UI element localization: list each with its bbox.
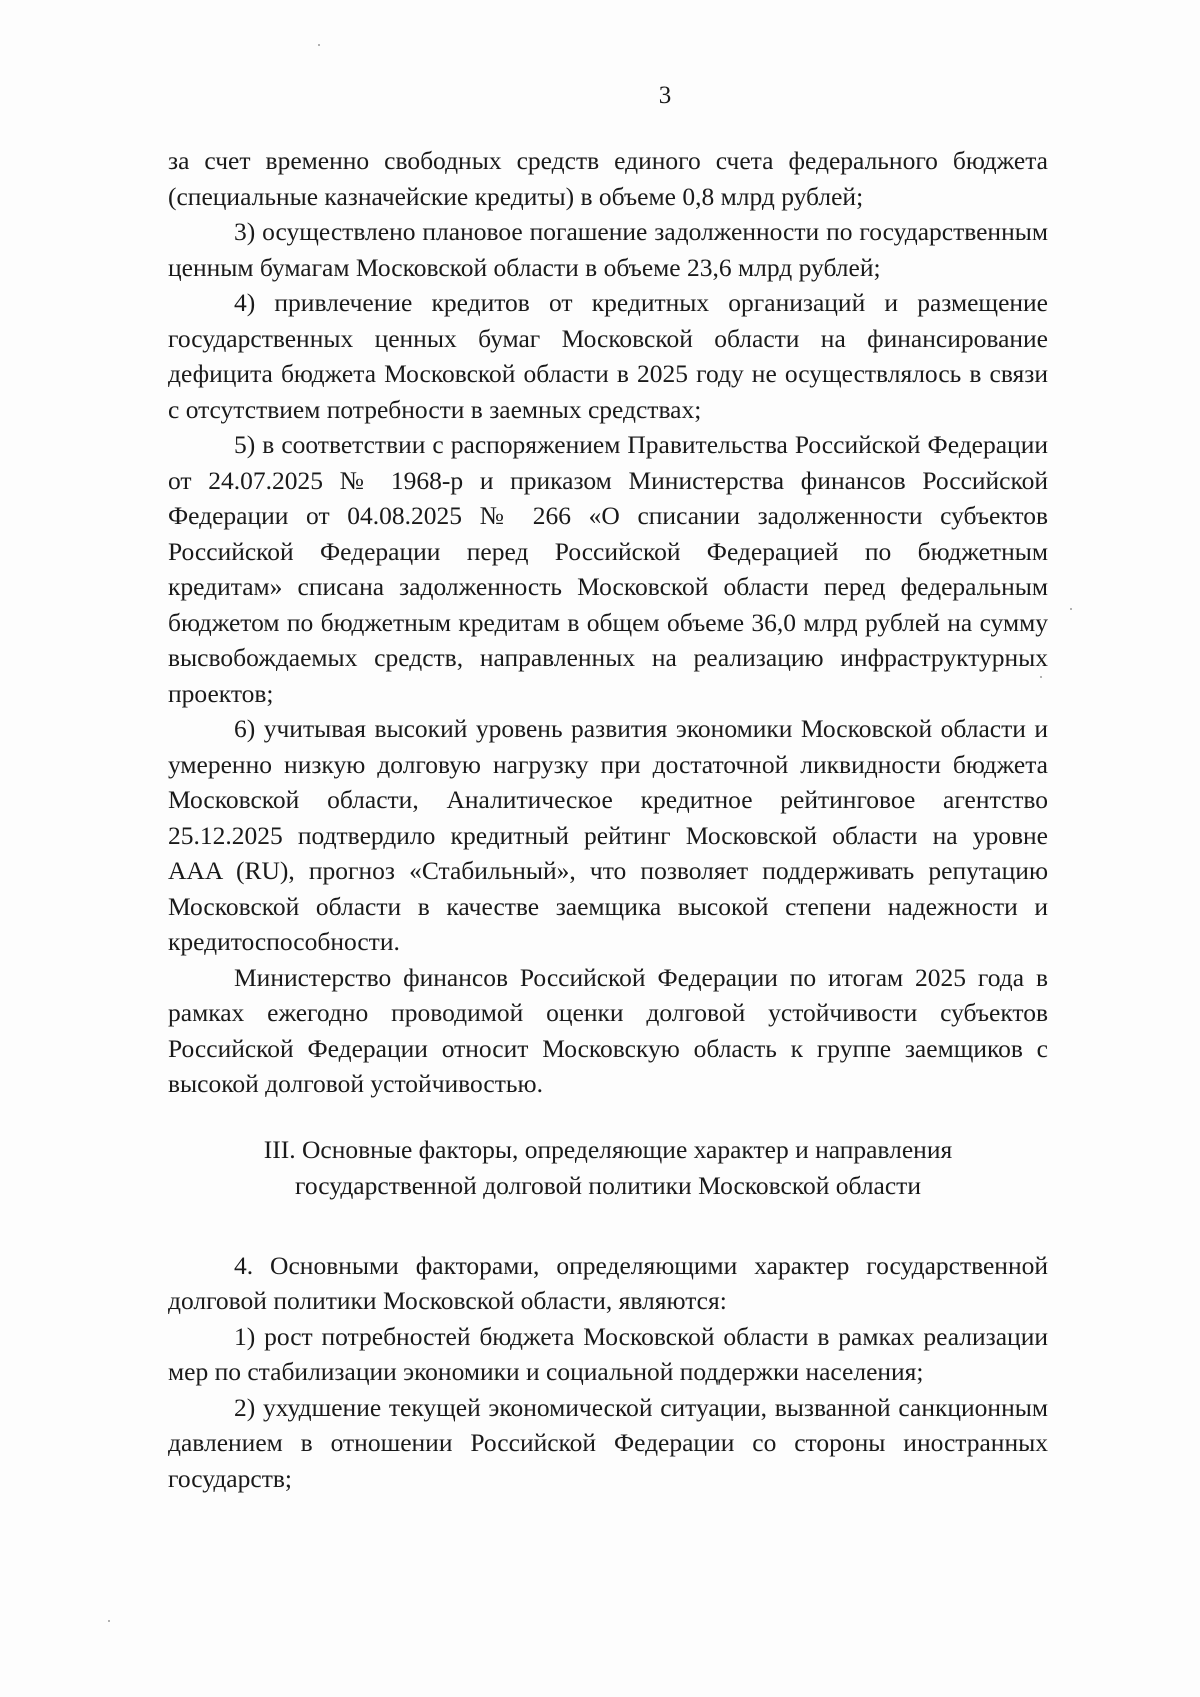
section-heading: [168, 1132, 1048, 1204]
section-heading-line-1: III. Основные факторы, определяющие характер и направления: [263, 1134, 953, 1164]
scan-speck: [1040, 676, 1042, 678]
paragraph-factor-1: 1) рост потребностей бюджета Московской области в рамках реализации мер по стабилизации экономики и социальной поддержки населения;: [168, 1321, 1048, 1386]
paragraph-continuation: за счет временно свободных средств единого счета федерального бюджета (специальные казначейские кредиты) в объеме 0,8 млрд рублей;: [168, 146, 1048, 211]
scan-speck: [318, 44, 320, 46]
scan-speck: [1070, 608, 1072, 610]
paragraph-item-6: 6) учитывая высокий уровень развития экономики Московской области и умеренно низкую долговую нагрузку при достаточной ликвидности бюджета Московской области, Аналитическое кредитное рейтинговое агентство 25.12.2025 подтвердило кредитный рейтинг Московской области на уровне AAA (RU), прогноз «Стабильный», что позволяет поддерживать репутацию Московской области в качестве заемщика высокой степени надежности и кредитоспособности.: [168, 714, 1048, 956]
scan-speck: [108, 1620, 110, 1622]
paragraph-item-5: 5) в соответствии с распоряжением Правительства Российской Федерации от 24.07.2025 № 1968-р и приказом Министерства финансов Российской Федерации от 04.08.2025 № 266 «О списании задолженности субъектов Российской Федерации перед Российской Федерацией по бюджетным кредитам» списана задолженность Московской области перед федеральным бюджетом по бюджетным кредитам в общем объеме 36,0 млрд рублей на сумму высвобождаемых средств, направленных на реализацию инфраструктурных проектов;: [168, 430, 1048, 708]
paragraph-item-3: 3) осуществлено плановое погашение задолженности по государственным ценным бумагам Московской области в объеме 23,6 млрд рублей;: [168, 217, 1048, 282]
paragraph-point-4: 4. Основными факторами, определяющими характер государственной долговой политики Московской области, являются:: [168, 1250, 1048, 1315]
section-heading-line-2: государственной долговой политики Московской области: [295, 1170, 921, 1200]
document-body: [168, 143, 1048, 1496]
paragraph-factor-2: 2) ухудшение текущей экономической ситуации, вызванной санкционным давлением в отношении Российской Федерации со стороны иностранных государств;: [168, 1392, 1048, 1493]
paragraph-item-4: 4) привлечение кредитов от кредитных организаций и размещение государственных ценных бумаг Московской области на финансирование дефицита бюджета Московской области в 2025 году не осуществлялось в связи с отсутствием потребности в заемных средствах;: [168, 288, 1048, 424]
page-number: 3: [658, 82, 672, 109]
paragraph-ministry-assessment: Министерство финансов Российской Федерации по итогам 2025 года в рамках ежегодно проводимой оценки долговой устойчивости субъектов Российской Федерации относит Московскую область к группе заемщиков с высокой долговой устойчивостью.: [168, 962, 1048, 1098]
